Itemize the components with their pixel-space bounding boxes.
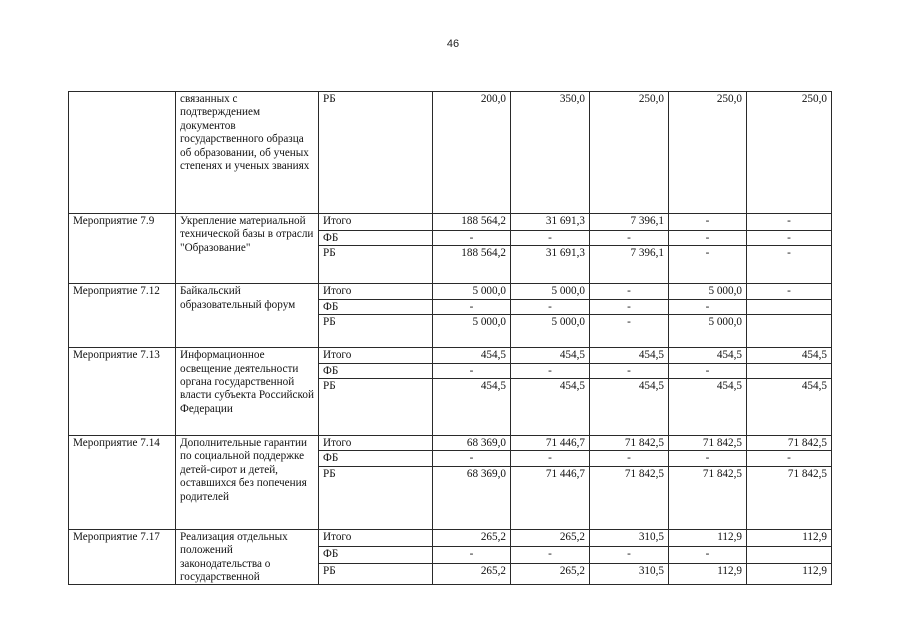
value-cell: -: [590, 284, 669, 299]
funding-source-cell: РБ: [319, 246, 433, 284]
value-cell: 454,5: [511, 348, 590, 363]
value-cell: 454,5: [747, 348, 832, 363]
value-cell: -: [669, 363, 747, 378]
value-cell: 71 842,5: [669, 466, 747, 529]
funding-source-cell: РБ: [319, 315, 433, 348]
funding-source-cell: РБ: [319, 563, 433, 585]
value-cell: 350,0: [511, 92, 590, 214]
value-cell: 112,9: [669, 563, 747, 585]
value-cell: 188 564,2: [433, 246, 511, 284]
value-cell: 5 000,0: [511, 284, 590, 299]
value-cell: -: [669, 546, 747, 563]
table-row: [69, 529, 832, 546]
value-cell: -: [747, 246, 832, 284]
value-cell: -: [669, 246, 747, 284]
value-cell: -: [590, 363, 669, 378]
page-number: 46: [446, 38, 460, 50]
measure-cell: Мероприятие 7.13: [69, 348, 176, 436]
value-cell: 71 446,7: [511, 466, 590, 529]
funding-source-cell: Итого: [319, 284, 433, 299]
value-cell: 5 000,0: [669, 315, 747, 348]
value-cell: -: [590, 451, 669, 466]
value-cell: 454,5: [669, 348, 747, 363]
value-cell: -: [511, 546, 590, 563]
value-cell: -: [590, 315, 669, 348]
description-cell: Дополнительные гарантии по социальной поддержке детей-сирот и детей, оставшихся без попечения родителей: [176, 436, 319, 530]
value-cell: 188 564,2: [433, 214, 511, 231]
value-cell: -: [511, 363, 590, 378]
funding-source-cell: РБ: [319, 466, 433, 529]
description-cell: связанных с подтверждением документов государственного образца об образовании, об ученых степенях и ученых званиях: [176, 92, 319, 214]
value-cell: 250,0: [747, 92, 832, 214]
value-cell: 454,5: [669, 379, 747, 436]
value-cell: 5 000,0: [669, 284, 747, 299]
value-cell: [747, 315, 832, 348]
value-cell: -: [433, 546, 511, 563]
value-cell: -: [669, 451, 747, 466]
funding-source-cell: ФБ: [319, 546, 433, 563]
table-row: [69, 348, 832, 363]
value-cell: 265,2: [433, 563, 511, 585]
value-cell: 71 842,5: [590, 466, 669, 529]
value-cell: 454,5: [590, 348, 669, 363]
value-cell: -: [590, 299, 669, 314]
value-cell: -: [747, 451, 832, 466]
value-cell: 265,2: [511, 563, 590, 585]
value-cell: -: [669, 299, 747, 314]
table-row: [69, 214, 832, 231]
description-cell: Байкальский образовательный форум: [176, 284, 319, 348]
table-body: [69, 92, 832, 585]
value-cell: 250,0: [669, 92, 747, 214]
value-cell: 68 369,0: [433, 466, 511, 529]
value-cell: -: [747, 214, 832, 231]
value-cell: 454,5: [433, 379, 511, 436]
value-cell: -: [590, 231, 669, 246]
value-cell: 71 842,5: [669, 436, 747, 451]
value-cell: 31 691,3: [511, 246, 590, 284]
value-cell: 250,0: [590, 92, 669, 214]
value-cell: -: [747, 231, 832, 246]
funding-source-cell: Итого: [319, 436, 433, 451]
value-cell: -: [511, 231, 590, 246]
value-cell: 31 691,3: [511, 214, 590, 231]
value-cell: -: [433, 451, 511, 466]
value-cell: -: [669, 214, 747, 231]
value-cell: 200,0: [433, 92, 511, 214]
table-row: [69, 284, 832, 299]
value-cell: 112,9: [669, 529, 747, 546]
value-cell: 265,2: [433, 529, 511, 546]
funding-source-cell: РБ: [319, 92, 433, 214]
value-cell: 5 000,0: [433, 315, 511, 348]
value-cell: -: [511, 299, 590, 314]
description-cell: Информационное освещение деятельности органа государственной власти субъекта Российской Федерации: [176, 348, 319, 436]
value-cell: 71 842,5: [590, 436, 669, 451]
value-cell: 68 369,0: [433, 436, 511, 451]
value-cell: 454,5: [747, 379, 832, 436]
value-cell: -: [669, 231, 747, 246]
budget-table: [68, 91, 832, 585]
value-cell: 454,5: [433, 348, 511, 363]
measure-cell: Мероприятие 7.14: [69, 436, 176, 530]
value-cell: -: [433, 363, 511, 378]
value-cell: 454,5: [511, 379, 590, 436]
value-cell: 112,9: [747, 529, 832, 546]
value-cell: 265,2: [511, 529, 590, 546]
value-cell: 310,5: [590, 563, 669, 585]
funding-source-cell: ФБ: [319, 231, 433, 246]
value-cell: 7 396,1: [590, 214, 669, 231]
value-cell: -: [747, 284, 832, 299]
value-cell: 112,9: [747, 563, 832, 585]
value-cell: -: [511, 451, 590, 466]
measure-cell: [69, 92, 176, 214]
value-cell: 5 000,0: [511, 315, 590, 348]
funding-source-cell: ФБ: [319, 451, 433, 466]
value-cell: 5 000,0: [433, 284, 511, 299]
value-cell: [747, 363, 832, 378]
description-cell: Укрепление материальной технической базы в отрасли "Образование": [176, 214, 319, 284]
value-cell: 7 396,1: [590, 246, 669, 284]
table-row: [69, 92, 832, 214]
value-cell: [747, 546, 832, 563]
funding-source-cell: Итого: [319, 214, 433, 231]
measure-cell: Мероприятие 7.17: [69, 529, 176, 585]
value-cell: 310,5: [590, 529, 669, 546]
funding-source-cell: ФБ: [319, 363, 433, 378]
value-cell: -: [433, 231, 511, 246]
value-cell: [747, 299, 832, 314]
value-cell: 71 842,5: [747, 436, 832, 451]
funding-source-cell: ФБ: [319, 299, 433, 314]
value-cell: -: [433, 299, 511, 314]
description-cell: Реализация отдельных положений законодательства о государственной: [176, 529, 319, 585]
value-cell: 454,5: [590, 379, 669, 436]
table-row: [69, 436, 832, 451]
value-cell: 71 842,5: [747, 466, 832, 529]
measure-cell: Мероприятие 7.12: [69, 284, 176, 348]
funding-source-cell: Итого: [319, 348, 433, 363]
measure-cell: Мероприятие 7.9: [69, 214, 176, 284]
funding-source-cell: Итого: [319, 529, 433, 546]
value-cell: 71 446,7: [511, 436, 590, 451]
funding-source-cell: РБ: [319, 379, 433, 436]
value-cell: -: [590, 546, 669, 563]
